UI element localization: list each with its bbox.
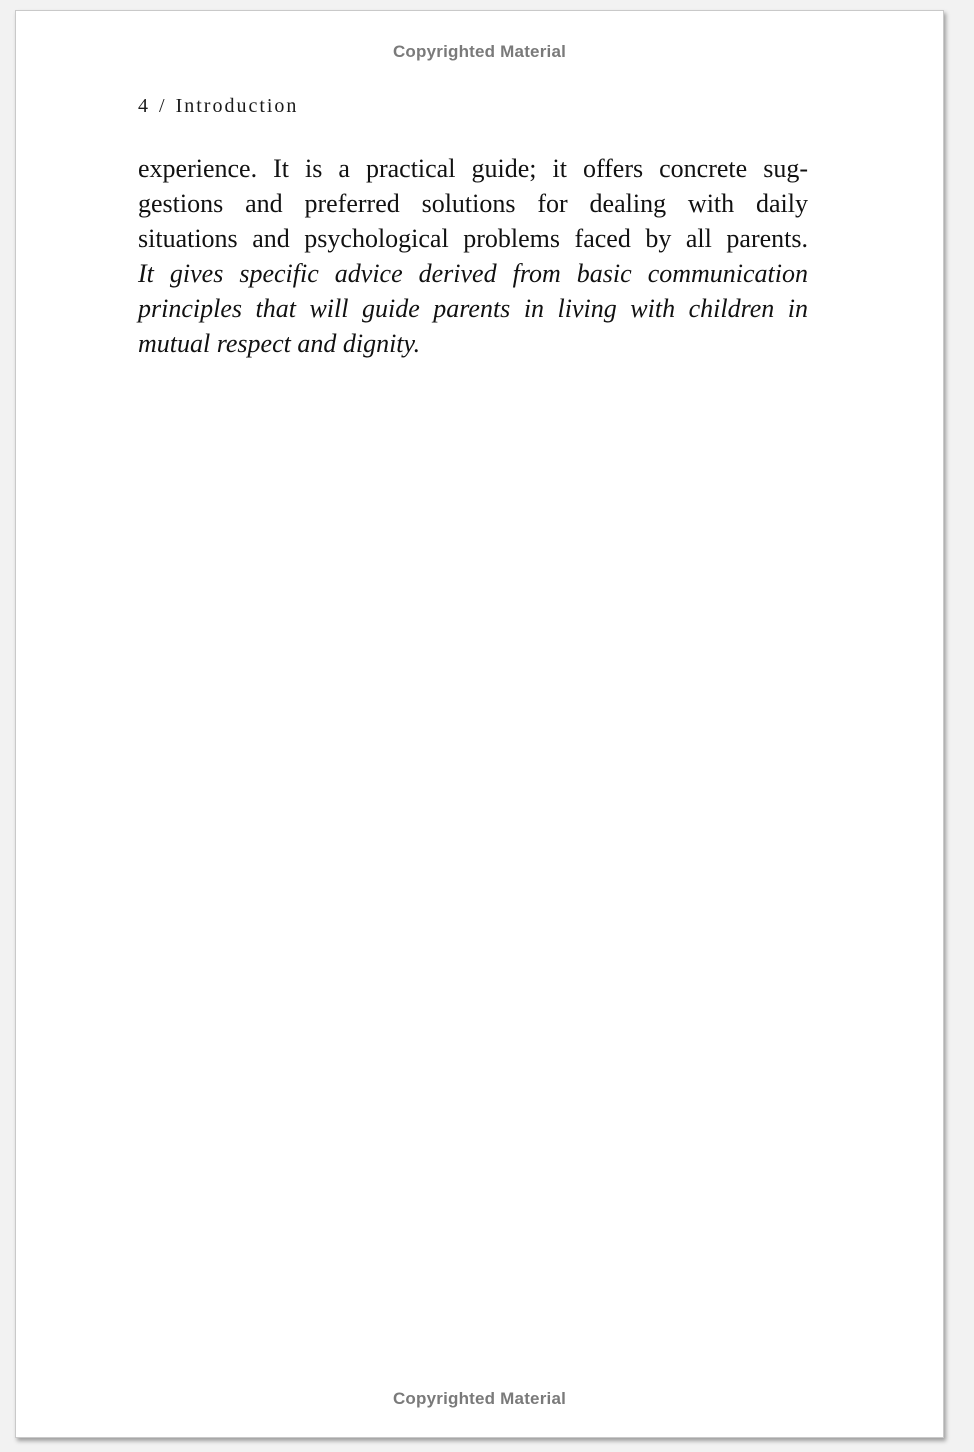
copyright-watermark-top: Copyrighted Material — [392, 42, 567, 61]
italic-text-line: principles that will guide parents in living with children in — [138, 294, 808, 323]
italic-text-line: mutual respect and dignity. — [138, 329, 421, 358]
body-paragraph — [138, 151, 808, 361]
book-page — [15, 10, 944, 1438]
text-line: experience. It is a practical guide; it offers concrete sug- — [138, 154, 808, 183]
running-head-separator: / — [159, 95, 167, 117]
italic-text-line: It gives specific advice derived from basic communication — [138, 259, 808, 288]
section-title: Introduction — [175, 95, 299, 117]
text-line: gestions and preferred solutions for dealing with daily — [138, 189, 808, 218]
page-number: 4 — [138, 95, 150, 117]
copyright-watermark-bottom: Copyrighted Material — [392, 1389, 567, 1408]
running-head — [138, 95, 298, 118]
text-line: situations and psychological problems faced by all parents. — [138, 224, 808, 253]
